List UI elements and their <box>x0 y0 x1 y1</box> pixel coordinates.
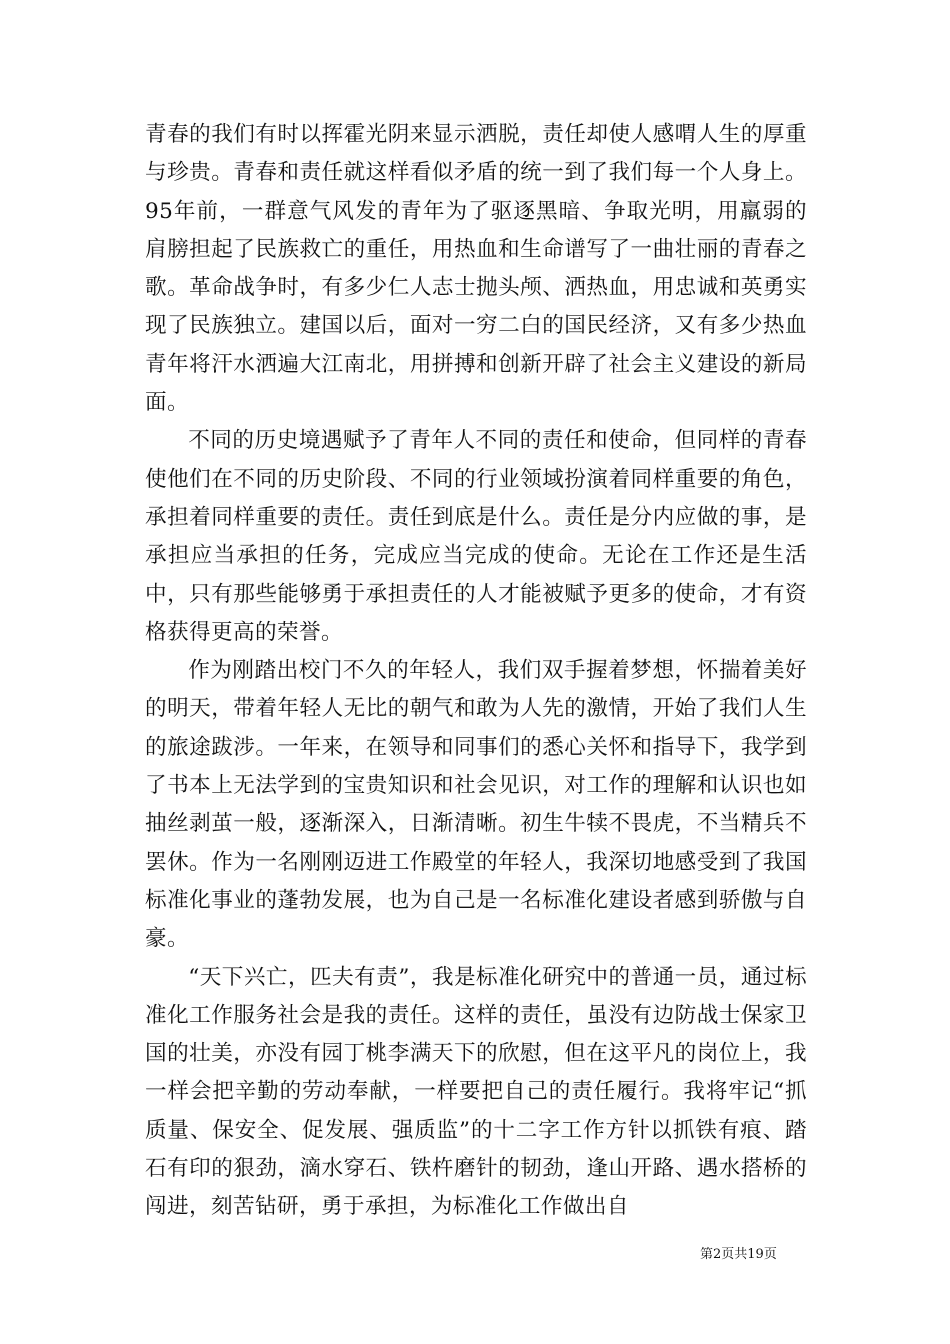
paragraph: “天下兴亡，匹夫有责”，我是标准化研究中的普通一员，通过标准化工作服务社会是我的责任。这样的责任，虽没有边防战士保家卫国的壮美，亦没有园丁桃李满天下的欣慰，但在这平凡的岗位上，我一样会把辛勤的劳动奉献，一样要把自己的责任履行。我将牢记“抓质量、保安全、促发展、强质监”的十二字工作方针以抓铁有痕、踏石有印的狠劲，滴水穿石、铁杵磨针的韧劲，逢山开路、遇水搭桥的闯进，刻苦钻研，勇于承担，为标准化工作做出自 <box>145 964 807 1220</box>
document-body <box>145 116 807 1227</box>
paragraph: 青春的我们有时以挥霍光阴来显示洒脱，责任却使人感喟人生的厚重与珍贵。青春和责任就这样看似矛盾的统一到了我们每一个人身上。95年前，一群意气风发的青年为了驱逐黑暗、争取光明，用羸弱的肩膀担起了民族救亡的重任，用热血和生命谱写了一曲壮丽的青春之歌。革命战争时，有多少仁人志士抛头颅、洒热血，用忠诚和英勇实现了民族独立。建国以后，面对一穷二白的国民经济，又有多少热血青年将汗水洒遍大江南北，用拼搏和创新开辟了社会主义建设的新局面。 <box>145 122 807 416</box>
paragraph: 作为刚踏出校门不久的年轻人，我们双手握着梦想，怀揣着美好的明天，带着年轻人无比的朝气和敢为人先的激情，开始了我们人生的旅途跋涉。一年来，在领导和同事们的悉心关怀和指导下，我学到了书本上无法学到的宝贵知识和社会见识，对工作的理解和认识也如抽丝剥茧一般，逐渐深入，日渐清晰。初生牛犊不畏虎，不当精兵不罢休。作为一名刚刚迈进工作殿堂的年轻人，我深切地感受到了我国标准化事业的蓬勃发展，也为自己是一名标准化建设者感到骄傲与自豪。 <box>145 658 807 952</box>
page-number: 第2页共19页 <box>700 1247 777 1262</box>
paragraph: 不同的历史境遇赋予了青年人不同的责任和使命，但同样的青春使他们在不同的历史阶段、不同的行业领域扮演着同样重要的角色，承担着同样重要的责任。责任到底是什么。责任是分内应做的事，是承担应当承担的任务，完成应当完成的使命。无论在工作还是生活中，只有那些能够勇于承担责任的人才能被赋予更多的使命，才有资格获得更高的荣誉。 <box>145 428 807 645</box>
